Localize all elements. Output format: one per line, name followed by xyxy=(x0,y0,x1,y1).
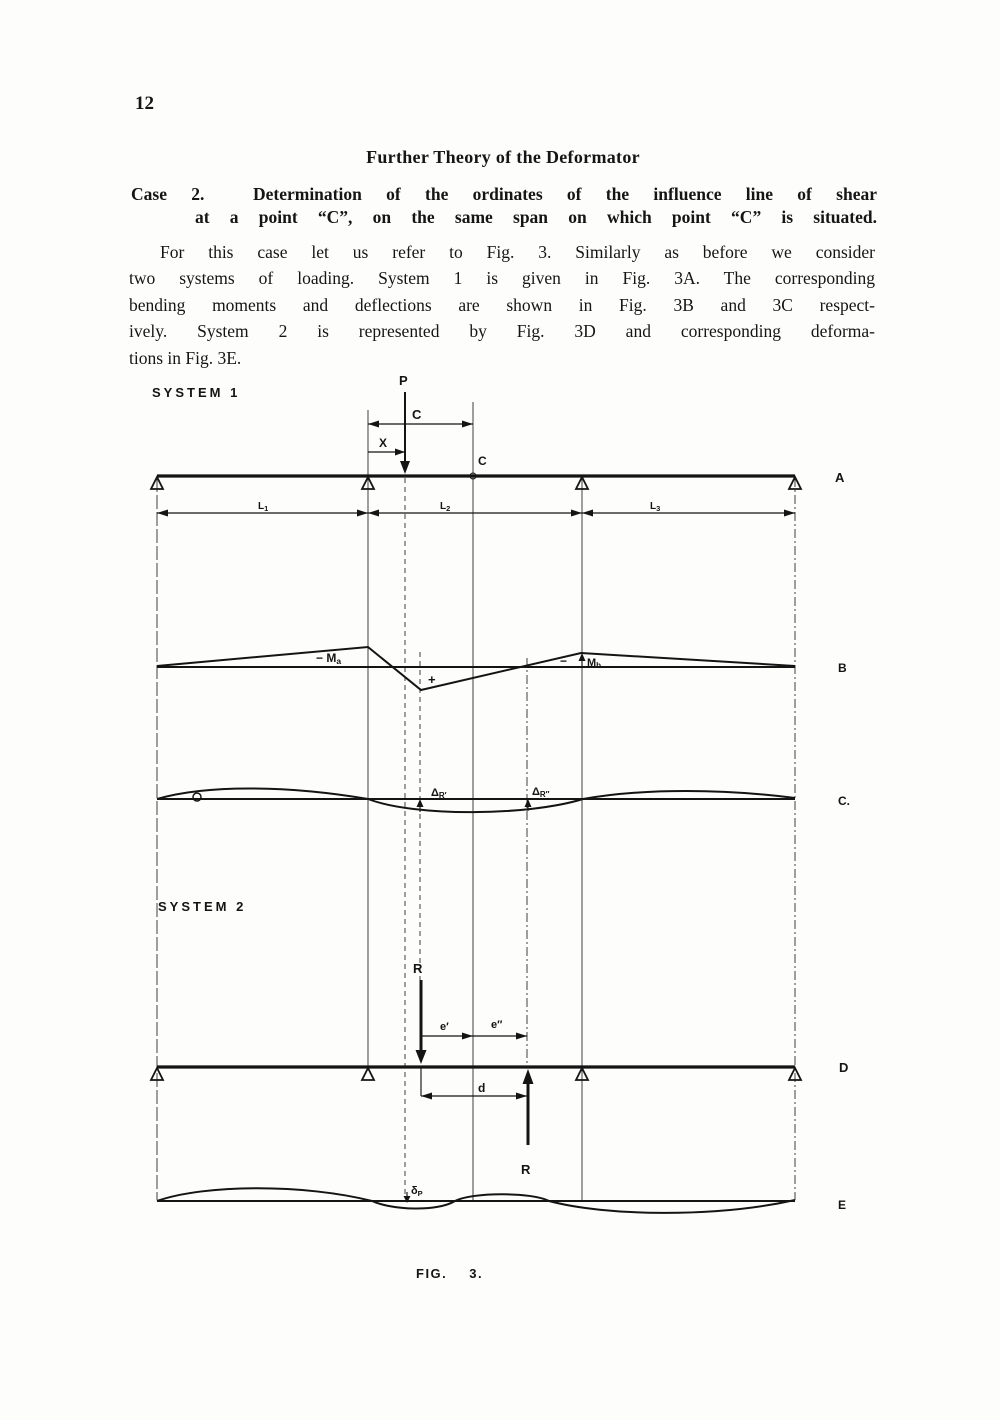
deflection-diagram-e xyxy=(157,1185,846,1213)
figure-caption-number: 3. xyxy=(469,1266,484,1281)
paragraph-line: two systems of loading. System 1 is given in Fig. 3A. The corresponding xyxy=(129,268,875,289)
dimension-x xyxy=(368,436,405,456)
system-1-label: SYSTEM 1 xyxy=(152,385,241,400)
system-2-label: SYSTEM 2 xyxy=(158,899,247,914)
dimension-e xyxy=(421,1019,527,1040)
span-l3-label: $L_3$ xyxy=(650,501,661,513)
load-p-label: P xyxy=(399,373,408,388)
row-b-label: B xyxy=(838,661,847,675)
case-heading-line2: at a point “C”, on the same span on which point “C” is situated. xyxy=(195,207,877,227)
load-r-up-label: R xyxy=(521,1162,531,1177)
span-l1-label: $L_1$ xyxy=(258,501,269,513)
row-c-label: C. xyxy=(838,794,850,808)
load-r-up xyxy=(521,1069,534,1177)
beam-d xyxy=(151,1060,848,1080)
dimension-d xyxy=(421,1067,527,1100)
row-d-label: D xyxy=(839,1060,849,1075)
moment-mb-label: Mb xyxy=(587,657,602,670)
span-l2-label: $L_2$ xyxy=(440,501,451,513)
reference-lines xyxy=(157,402,795,1200)
load-r-down-label: R xyxy=(413,961,423,976)
dimension-e2-label: e″ xyxy=(491,1019,503,1031)
paragraph-line: tions in Fig. 3E. xyxy=(129,347,242,368)
beam-a xyxy=(151,470,845,489)
case-heading-line1: Case 2. Determination of the ordinates of the influence line of shear xyxy=(131,184,877,204)
row-e-label: E xyxy=(838,1198,847,1212)
moment-ma-label: − Ma xyxy=(316,651,342,666)
delta-r2-label: ΔR″ xyxy=(532,786,550,799)
dimension-c-label: C xyxy=(412,407,422,422)
delta-r1-label: ΔR′ xyxy=(431,787,447,800)
paragraph-line: ively. System 2 is represented by Fig. 3D and corresponding deforma- xyxy=(129,321,875,342)
moment-plus-label: + xyxy=(428,672,436,687)
figure-caption xyxy=(416,1266,483,1281)
dimension-d-label: d xyxy=(478,1081,486,1095)
dimension-c xyxy=(368,407,473,428)
row-a-label: A xyxy=(835,470,845,485)
page-title: Further Theory of the Deformator xyxy=(366,147,640,167)
span-dimensions xyxy=(157,501,795,517)
dimension-x-label: X xyxy=(379,436,388,450)
page-number: 12 xyxy=(135,93,154,114)
dimension-e1-label: e′ xyxy=(440,1021,449,1033)
deflection-diagram-c xyxy=(157,786,850,812)
figure-caption-fig: FIG. xyxy=(416,1266,448,1281)
moment-diagram-b xyxy=(157,647,847,690)
delta-p-label: δP xyxy=(411,1185,423,1198)
paragraph-line: For this case let us refer to Fig. 3. Similarly as before we consider xyxy=(160,242,875,262)
paragraph-line: bending moments and deflections are shown in Fig. 3B and 3C respect- xyxy=(129,294,875,315)
point-c-label: C xyxy=(478,454,487,468)
moment-mb-minus: − xyxy=(560,654,568,668)
